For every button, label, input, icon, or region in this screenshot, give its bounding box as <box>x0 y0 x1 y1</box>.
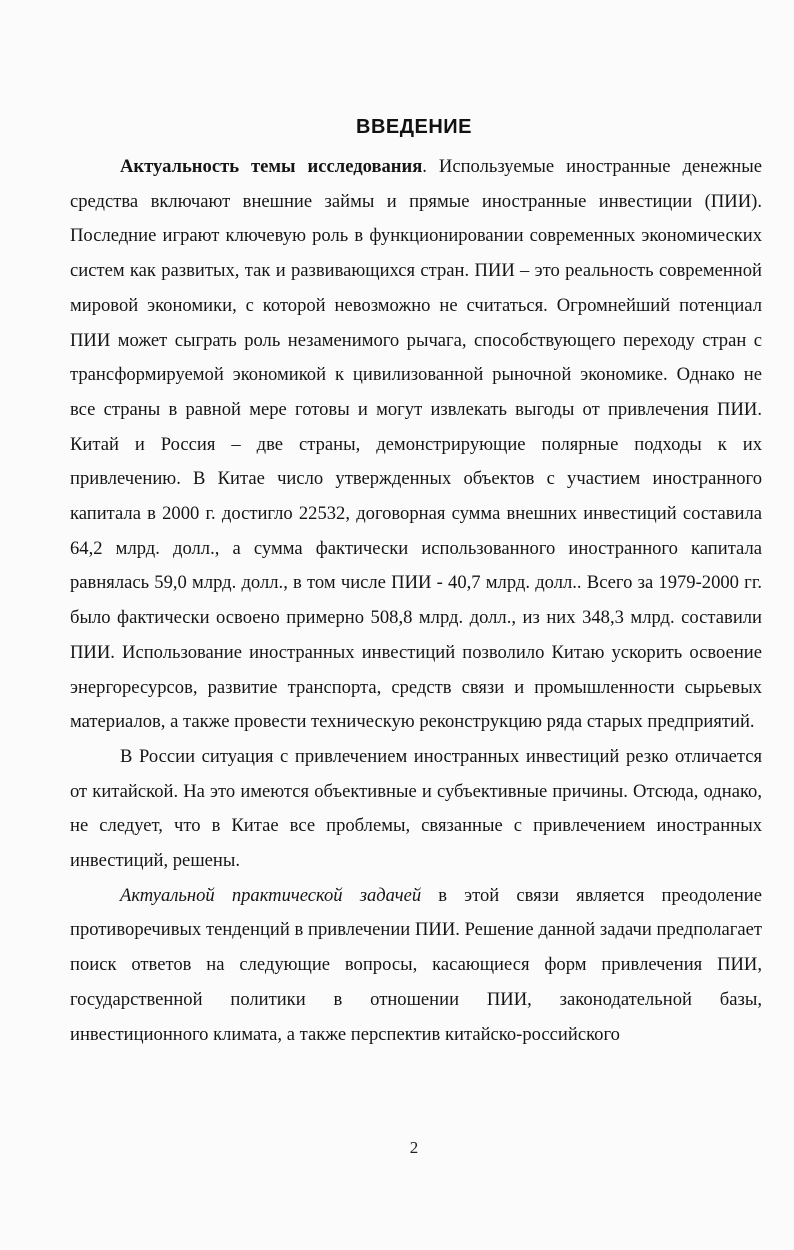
paragraph-text: В России ситуация с привлечением иностранных инвестиций резко отличается от китайской. На это имеются объективные и субъективные причины. Отсюда, однако, не следует, что в Китае все проблемы, связанные с привлечением иностранных инвестиций, решены. <box>70 745 762 872</box>
page-number: 2 <box>409 1138 419 1157</box>
page-title: ВВЕДЕНИЕ <box>356 116 472 138</box>
paragraph-relevance <box>70 150 762 740</box>
paragraph-lead-bold: Актуальность темы исследования <box>120 156 423 177</box>
paragraph-russia <box>70 740 762 879</box>
paragraph-lead-italic: Актуальной практической задачей <box>120 884 422 906</box>
paragraph-practical-task <box>70 879 762 1053</box>
document-body <box>70 150 762 1052</box>
paragraph-text: в этой связи является преодоление противоречивых тенденций в привлечении ПИИ. Решение данной задачи предполагает поиск ответов на следующие вопросы, касающиеся форм привлечения ПИИ, государственной политики в отношении ПИИ, законодательной базы, инвестиционного климата, а также перспектив китайско-российского <box>70 884 762 1045</box>
paragraph-text: . Используемые иностранные денежные средства включают внешние займы и прямые иностранные инвестиции (ПИИ). Последние играют ключевую роль в функционировании современных экономических систем как развитых, так и развивающихся стран. ПИИ – это реальность современной мировой экономики, с которой невозможно не считаться. Огромнейший потенциал ПИИ может сыграть роль незаменимого рычага, способствующего переходу стран с трансформируемой экономикой к цивилизованной рыночной экономике. Однако не все страны в равной мере готовы и могут извлекать выгоды от привлечения ПИИ. Китай и Россия – две страны, демонстрирующие полярные подходы к их привлечению. В Китае число утвержденных объектов с участием иностранного капитала в 2000 г. достигло 22532, договорная сумма внешних инвестиций составила 64,2 млрд. долл., а сумма фактически использованного иностранного капитала равнялась 59,0 млрд. долл., в том числе ПИИ - 40,7 млрд. долл.. Всего за 1979-2000 гг. было фактически освоено примерно 508,8 млрд. долл., из них 348,3 млрд. составили ПИИ. Использование иностранных инвестиций позволило Китаю ускорить освоение энергоресурсов, развитие транспорта, средств связи и промышленности сырьевых материалов, а также провести техническую реконструкцию ряда старых предприятий. <box>70 156 762 733</box>
